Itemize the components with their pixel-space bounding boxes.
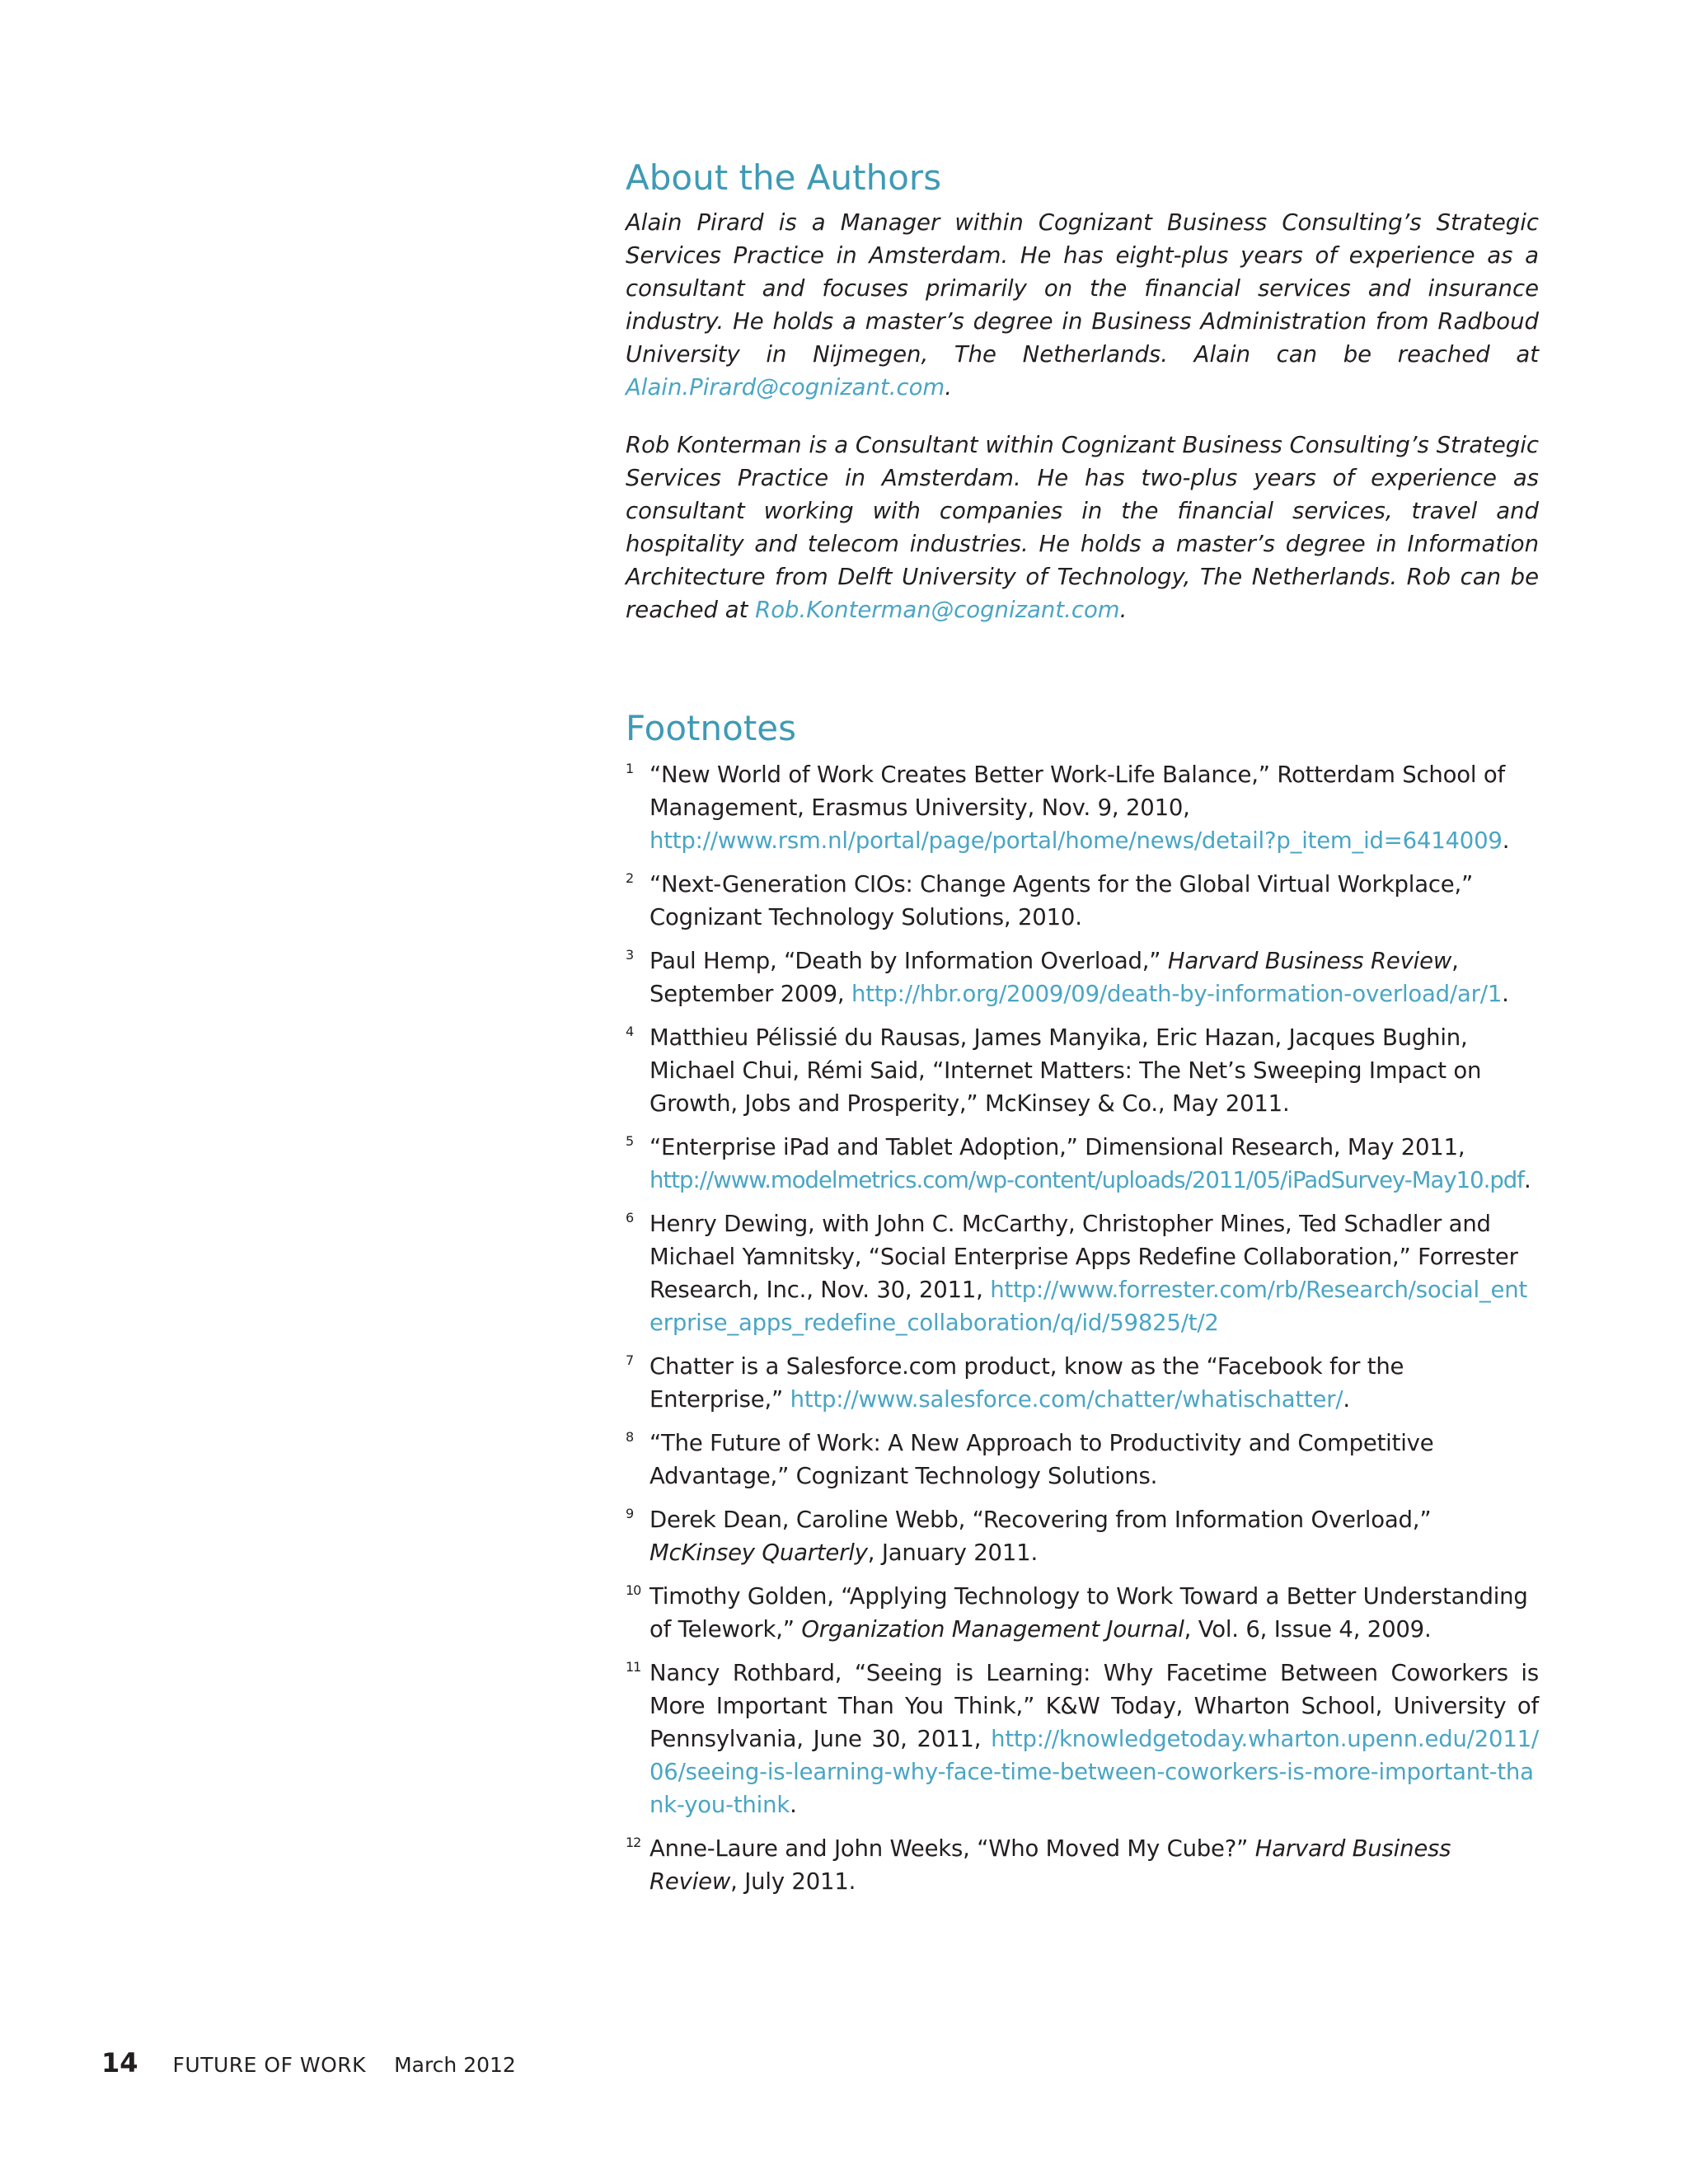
footnote-number: 6 (626, 1210, 634, 1226)
footnote-link[interactable]: http://www.rsm.nl/portal/page/portal/home/news/detail?p_item_id=6414009 (649, 827, 1503, 854)
footnote-number: 4 (626, 1024, 634, 1039)
footnote-item (626, 1131, 1539, 1197)
footnote-item (626, 868, 1539, 934)
author-bio-text: Rob Konterman is a Consultant within Cognizant Business Consulting’s Strategic Services Practice in Amsterdam. He has two-plus years of experience as consultant working with companies in the financial services, travel and hospitality and telecom industries. He holds a master’s degree in Information Architecture from Delft University of Technology, The Netherlands. Rob can be reached at (626, 432, 1539, 623)
author-email-link[interactable]: Alain.Pirard@cognizant.com (626, 374, 945, 401)
footnote-number: 2 (626, 870, 634, 886)
footnote-text-cont: , January 2011. (867, 1540, 1038, 1566)
publication-title: FUTURE OF WORK (172, 2053, 367, 2077)
author-email-link[interactable]: Rob.Konterman@cognizant.com (755, 597, 1120, 623)
footnote-text: Paul Hemp, “Death by Information Overload,” (649, 948, 1168, 974)
about-authors-heading: About the Authors (626, 157, 942, 198)
footnote-link[interactable]: http://www.salesforce.com/chatter/whatischatter/ (790, 1386, 1343, 1413)
footnote-text: “New World of Work Creates Better Work-Life Balance,” Rotterdam School of Management, Erasmus University, Nov. 9, 2010, (649, 762, 1505, 821)
content-column (626, 157, 1539, 1909)
footnote-end: . (1502, 981, 1509, 1007)
footnote-text-cont: , Vol. 6, Issue 4, 2009. (1184, 1616, 1432, 1643)
footnote-number: 8 (626, 1429, 634, 1445)
footnote-end: . (1502, 827, 1510, 854)
footnote-publication: McKinsey Quarterly (649, 1540, 868, 1566)
footnote-item (626, 1021, 1539, 1120)
footnote-item (626, 1657, 1539, 1821)
footnotes-list (626, 758, 1539, 1898)
footnote-number: 10 (626, 1582, 641, 1598)
footnote-text: “Enterprise iPad and Tablet Adoption,” Dimensional Research, May 2011, (649, 1134, 1465, 1160)
author-bio-rob (626, 429, 1539, 626)
footnote-text: Chatter is a Salesforce.com product, know as the “Facebook for the Enterprise,” (649, 1353, 1404, 1413)
authors-section (626, 206, 1539, 626)
footnote-item (626, 1207, 1539, 1339)
footnote-publication: Organization Management Journal (801, 1616, 1184, 1643)
footnote-item (626, 1580, 1539, 1646)
footnote-text: Henry Dewing, with John C. McCarthy, Christopher Mines, Ted Schadler and Michael Yamnitsky, “Social Enterprise Apps Redefine Collaboration,” Forrester Research, Inc., Nov. 30, 2011, (649, 1211, 1518, 1303)
page-footer (101, 2047, 516, 2080)
footnote-end: . (1343, 1386, 1350, 1413)
footnote-end: . (1523, 1167, 1531, 1193)
footnote-text-cont: , September 2009, (649, 948, 1459, 1007)
footnote-publication: Harvard Business Review (649, 1835, 1451, 1895)
footnote-text: “Next-Generation CIOs: Change Agents for the Global Virtual Workplace,” Cognizant Technology Solutions, 2010. (649, 871, 1474, 930)
footnote-item (626, 1427, 1539, 1493)
footnote-item (626, 758, 1539, 857)
footnote-item (626, 944, 1539, 1010)
author-bio-end: . (1119, 597, 1128, 623)
footnote-text-cont: , July 2011. (730, 1868, 856, 1895)
footnote-text: “The Future of Work: A New Approach to Productivity and Competitive Advantage,” Cognizant Technology Solutions. (649, 1430, 1434, 1489)
footnote-publication: Harvard Business Review (1167, 948, 1452, 974)
footnote-end: . (790, 1792, 797, 1818)
footnote-number: 5 (626, 1133, 634, 1149)
footnote-item (626, 1832, 1539, 1898)
footnote-link[interactable]: http://www.forrester.com/rb/Research/social_enterprise_apps_redefine_collaboration/q/id/59825/t/2 (649, 1277, 1528, 1336)
footnotes-heading: Footnotes (626, 708, 797, 748)
author-bio-text: Alain Pirard is a Manager within Cognizant Business Consulting’s Strategic Services Practice in Amsterdam. He has eight-plus years of experience as a consultant and focuses primarily on the financial services and insurance industry. He holds a master’s degree in Business Administration from Radboud University in Nijmegen, The Netherlands. Alain can be reached at (626, 209, 1539, 368)
footnote-item (626, 1350, 1539, 1416)
footnote-link[interactable]: http://knowledgetoday.wharton.upenn.edu/2011/06/seeing-is-learning-why-face-time-between-coworkers-is-more-important-thank-you-think (649, 1726, 1539, 1818)
footnote-link[interactable]: http://hbr.org/2009/09/death-by-information-overload/ar/1 (851, 981, 1503, 1007)
footnote-item (626, 1503, 1539, 1569)
footnote-text: Anne-Laure and John Weeks, “Who Moved My Cube?” (649, 1835, 1255, 1862)
footnote-text: Derek Dean, Caroline Webb, “Recovering from Information Overload,” (649, 1507, 1432, 1533)
footnote-link[interactable]: http://www.modelmetrics.com/wp-content/uploads/2011/05/iPadSurvey-May10.pdf (649, 1167, 1524, 1193)
footnote-number: 3 (626, 947, 634, 963)
footnote-number: 7 (626, 1352, 634, 1368)
footnote-text: Timothy Golden, “Applying Technology to Work Toward a Better Understanding of Telework,” (649, 1583, 1528, 1643)
footnote-text: Matthieu Pélissié du Rausas, James Manyika, Eric Hazan, Jacques Bughin, Michael Chui, Rémi Said, “Internet Matters: The Net’s Sweeping Impact on Growth, Jobs and Prosperity,” McKinsey & Co., May 2011. (649, 1024, 1482, 1117)
footnote-number: 11 (626, 1659, 641, 1675)
footnote-text: Nancy Rothbard, “Seeing is Learning: Why Facetime Between Coworkers is More Important Than You Think,” K&W Today, Wharton School, University of Pennsylvania, June 30, 2011, (649, 1660, 1539, 1752)
footnote-number: 12 (626, 1835, 641, 1850)
author-bio-alain (626, 206, 1539, 404)
author-bio-end: . (945, 374, 952, 401)
publication-date: March 2012 (394, 2053, 516, 2077)
footnote-number: 9 (626, 1506, 634, 1521)
footnote-number: 1 (626, 761, 634, 776)
page-number: 14 (101, 2047, 138, 2079)
